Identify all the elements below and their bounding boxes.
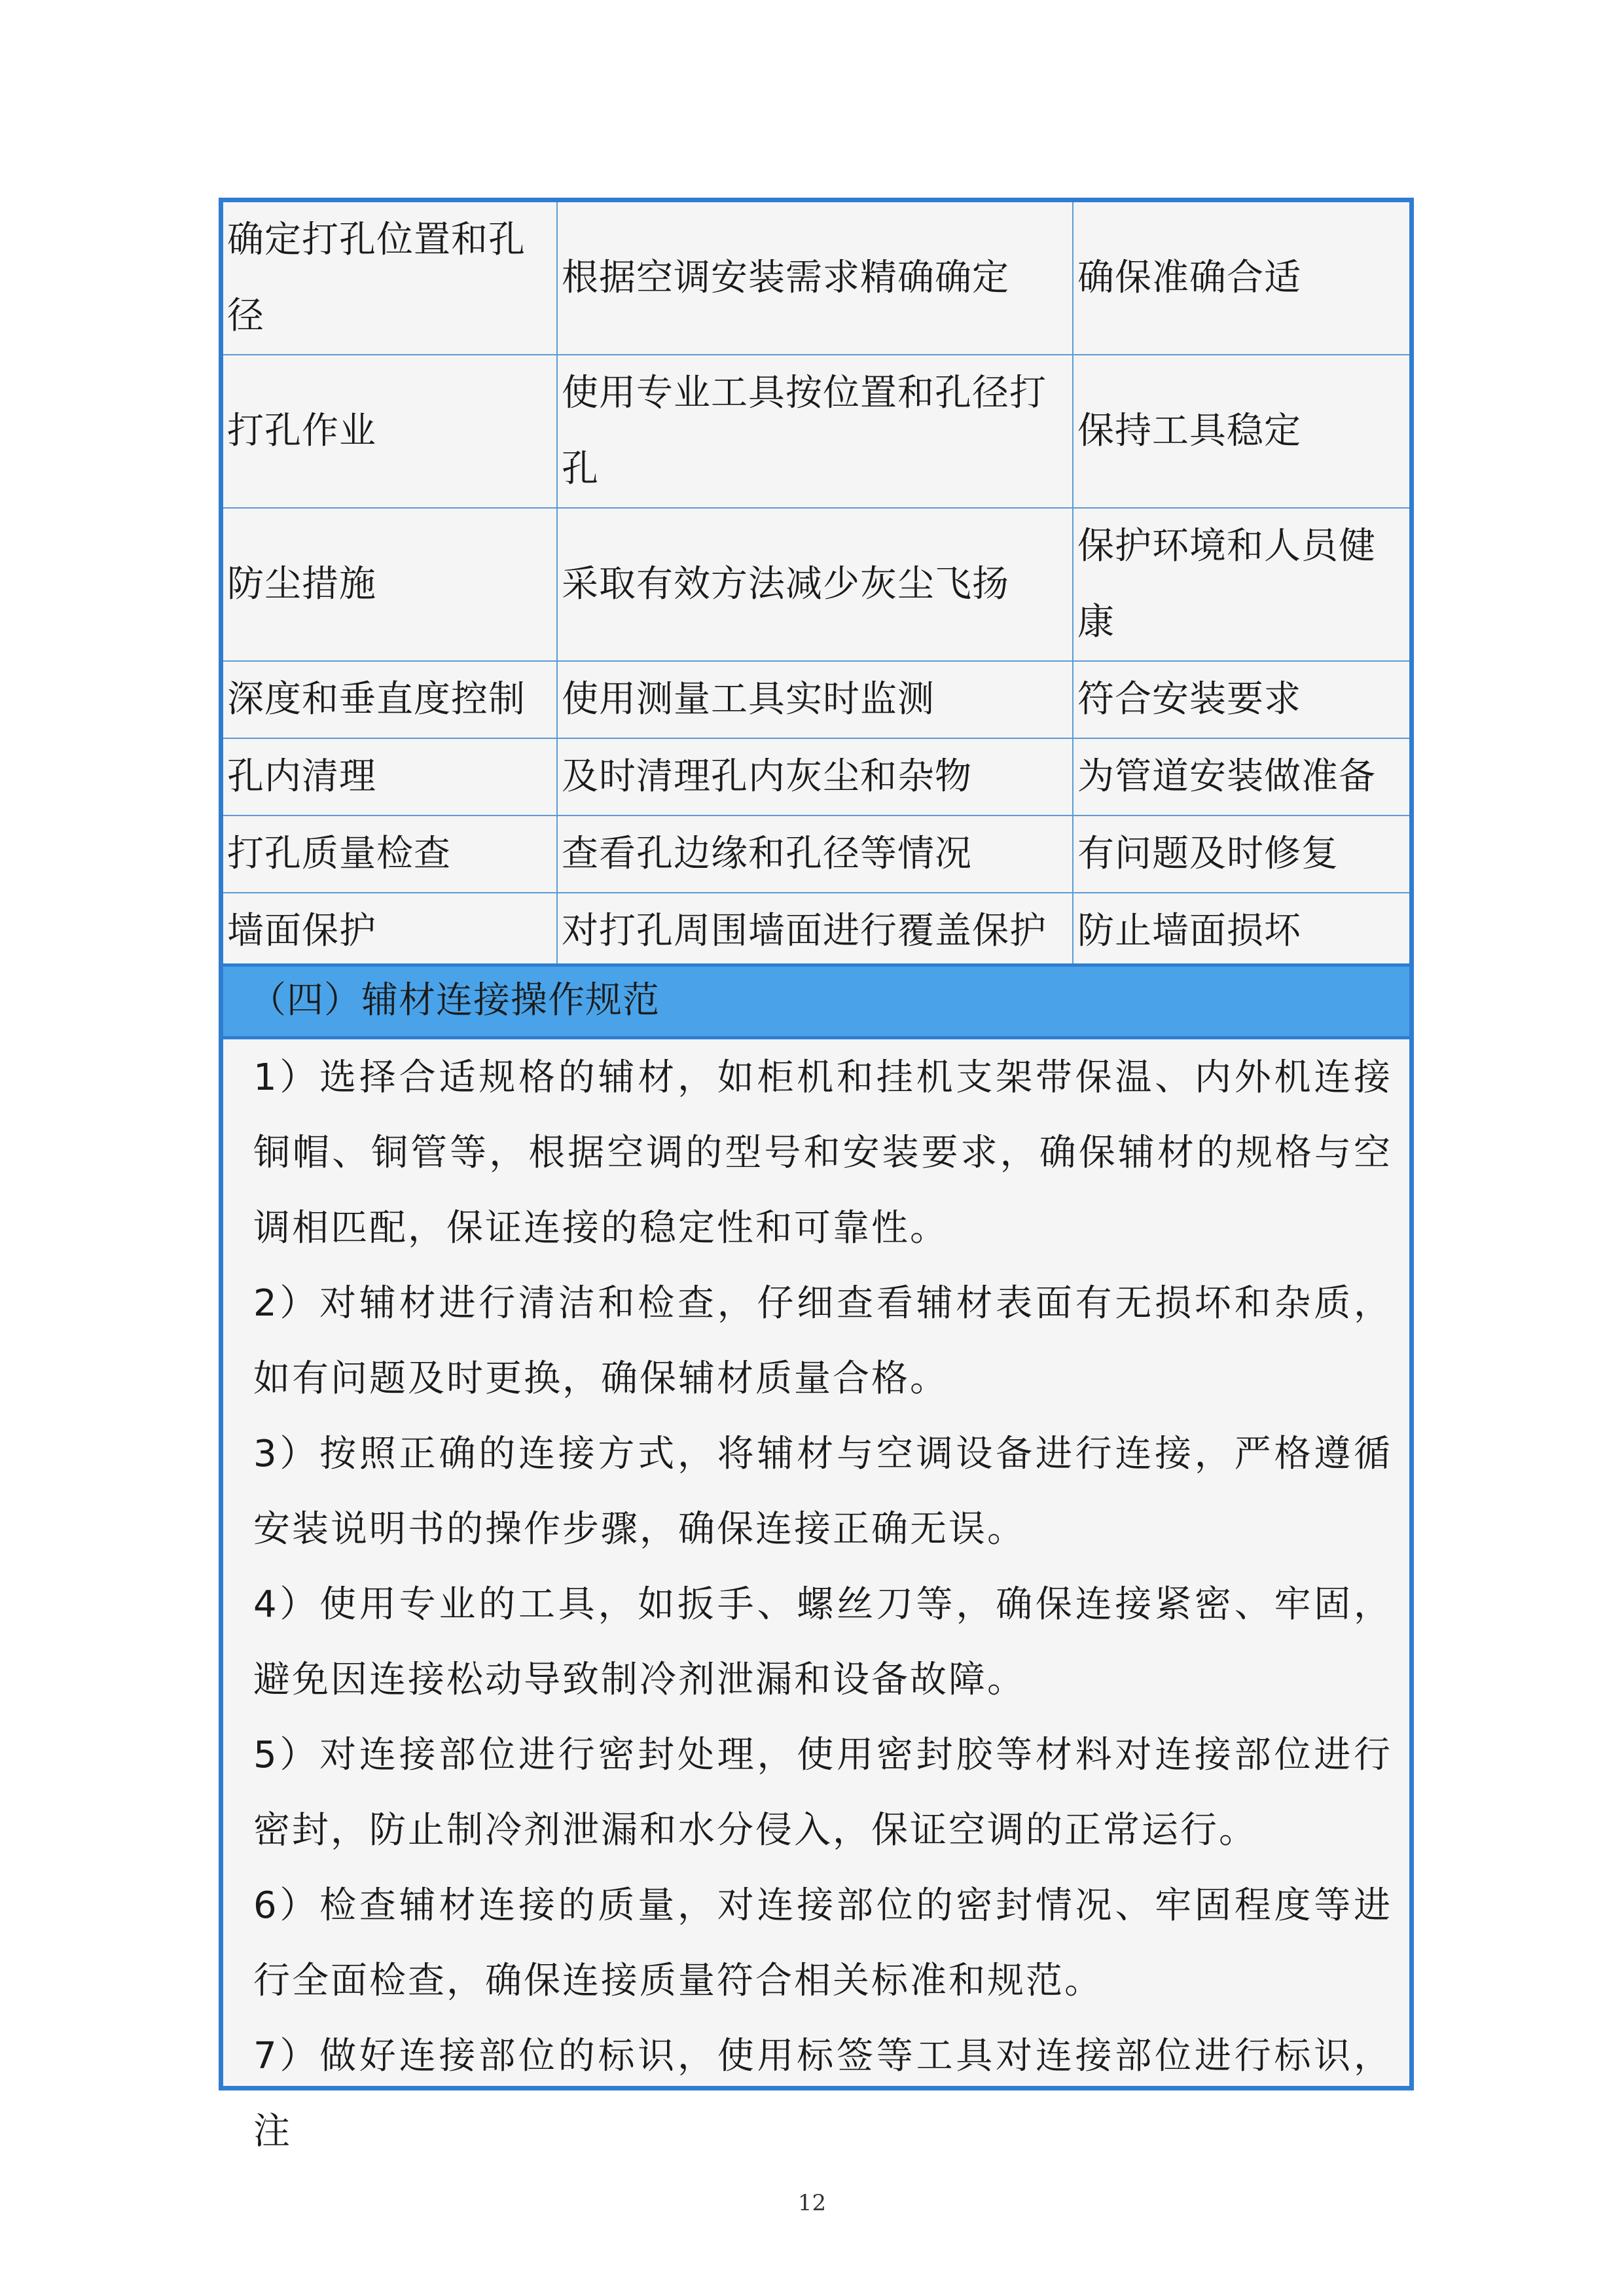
paragraph: 4）使用专业的工具，如扳手、螺丝刀等，确保连接紧密、牢固，避免因连接松动导致制冷剂泄漏和设备故障。	[253, 1583, 1392, 1701]
operation-table	[223, 202, 1409, 971]
paragraph: 3）按照正确的连接方式，将辅材与空调设备进行连接，严格遵循安装说明书的操作步骤，确保连接正确无误。	[253, 1433, 1392, 1551]
table-cell-method: 采取有效方法减少灰尘飞扬	[557, 508, 1073, 661]
table-cell-method: 使用专业工具按位置和孔径打孔	[557, 355, 1073, 508]
table-row	[223, 202, 1409, 355]
table-cell-item: 打孔质量检查	[223, 816, 557, 893]
table-cell-goal: 保护环境和人员健康	[1073, 508, 1409, 661]
table-cell-item: 墙面保护	[223, 893, 557, 970]
table-row	[223, 661, 1409, 738]
section-heading: （四）辅材连接操作规范	[223, 963, 1409, 1039]
section-body	[253, 1040, 1392, 2169]
table-row	[223, 738, 1409, 816]
table-cell-goal: 有问题及时修复	[1073, 816, 1409, 893]
page-number: 12	[797, 2190, 827, 2216]
table-cell-goal: 确保准确合适	[1073, 202, 1409, 355]
table-row	[223, 355, 1409, 508]
table-cell-method: 及时清理孔内灰尘和杂物	[557, 738, 1073, 816]
table-cell-item: 防尘措施	[223, 508, 557, 661]
table-cell-item: 确定打孔位置和孔径	[223, 202, 557, 355]
table-cell-method: 根据空调安装需求精确确定	[557, 202, 1073, 355]
table-cell-item: 孔内清理	[223, 738, 557, 816]
table-cell-method: 使用测量工具实时监测	[557, 661, 1073, 738]
paragraph: 5）对连接部位进行密封处理，使用密封胶等材料对连接部位进行密封，防止制冷剂泄漏和水分侵入，保证空调的正常运行。	[253, 1734, 1392, 1852]
table-cell-method: 查看孔边缘和孔径等情况	[557, 816, 1073, 893]
table-cell-goal: 为管道安装做准备	[1073, 738, 1409, 816]
table-cell-goal: 防止墙面损坏	[1073, 893, 1409, 970]
paragraph: 2）对辅材进行清洁和检查，仔细查看辅材表面有无损坏和杂质，如有问题及时更换，确保辅材质量合格。	[253, 1282, 1392, 1400]
table-cell-method: 对打孔周围墙面进行覆盖保护	[557, 893, 1073, 970]
paragraph: 6）检查辅材连接的质量，对连接部位的密封情况、牢固程度等进行全面检查，确保连接质量符合相关标准和规范。	[253, 1884, 1392, 2002]
table-cell-item: 深度和垂直度控制	[223, 661, 557, 738]
paragraph: 1）选择合适规格的辅材，如柜机和挂机支架带保温、内外机连接铜帽、铜管等，根据空调的型号和安装要求，确保辅材的规格与空调相匹配，保证连接的稳定性和可靠性。	[253, 1056, 1392, 1249]
table-cell-item: 打孔作业	[223, 355, 557, 508]
content-frame	[219, 198, 1414, 2153]
table-row	[223, 893, 1409, 970]
table-row	[223, 508, 1409, 661]
table-cell-goal: 保持工具稳定	[1073, 355, 1409, 508]
table-cell-goal: 符合安装要求	[1073, 661, 1409, 738]
paragraph: 7）做好连接部位的标识，使用标签等工具对连接部位进行标识，注	[253, 2035, 1392, 2153]
table-row	[223, 816, 1409, 893]
